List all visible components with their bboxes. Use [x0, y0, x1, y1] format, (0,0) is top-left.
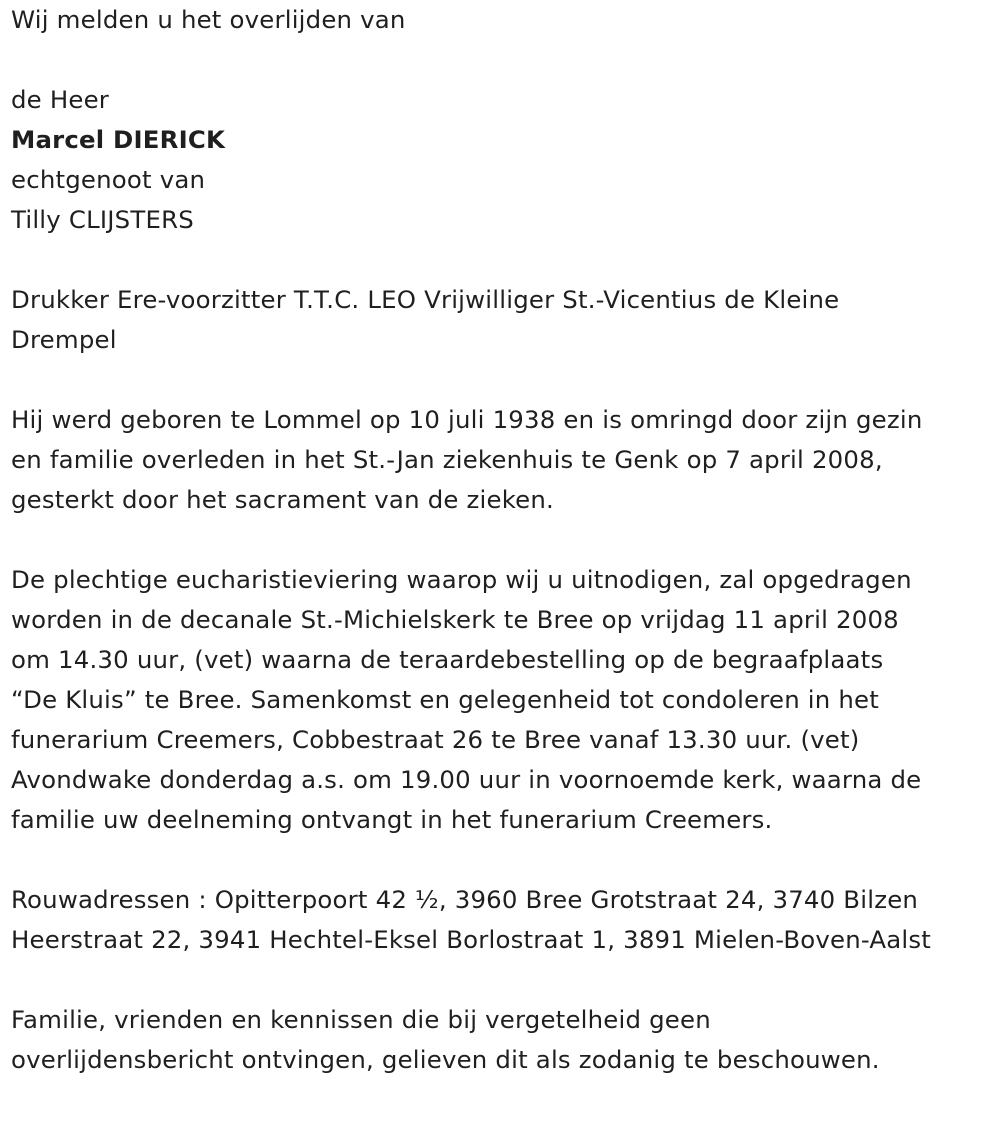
paragraph-line: Familie, vrienden en kennissen die bij vergetelheid geen — [11, 1005, 711, 1034]
paragraph-line: Avondwake donderdag a.s. om 19.00 uur in voornoemde kerk, waarna de — [11, 765, 922, 794]
paragraph-line: Hij werd geboren te Lommel op 10 juli 1938 en is omringd door zijn gezin — [11, 405, 923, 434]
spacer — [11, 520, 991, 560]
paragraph-line: funerarium Creemers, Cobbestraat 26 te Bree vanaf 13.30 uur. (vet) — [11, 725, 860, 754]
closing-paragraph — [11, 1000, 991, 1080]
obituary-notice — [11, 0, 991, 1080]
addresses-paragraph — [11, 880, 991, 960]
paragraph-line: gesterkt door het sacrament van de zieken. — [11, 485, 554, 514]
spacer — [11, 40, 991, 80]
title-text: de Heer — [11, 85, 110, 114]
relation-text: echtgenoot van — [11, 165, 206, 194]
paragraph-line: om 14.30 uur, (vet) waarna de teraardebestelling op de begraafplaats — [11, 645, 884, 674]
ceremony-paragraph — [11, 560, 991, 840]
paragraph-line: Rouwadressen : Opitterpoort 42 ½, 3960 Bree Grotstraat 24, 3740 Bilzen — [11, 885, 919, 914]
spacer — [11, 960, 991, 1000]
spacer — [11, 360, 991, 400]
paragraph-line: Drempel — [11, 325, 117, 354]
paragraph-line: overlijdensbericht ontvingen, gelieven dit als zodanig te beschouwen. — [11, 1045, 880, 1074]
paragraph-line: en familie overleden in het St.-Jan ziekenhuis te Genk op 7 april 2008, — [11, 445, 883, 474]
occupation-paragraph — [11, 280, 991, 360]
paragraph-line: Drukker Ere-voorzitter T.T.C. LEO Vrijwilliger St.-Vicentius de Kleine — [11, 285, 840, 314]
paragraph-line: De plechtige eucharistieviering waarop wij u uitnodigen, zal opgedragen — [11, 565, 912, 594]
paragraph-line: familie uw deelneming ontvangt in het funerarium Creemers. — [11, 805, 773, 834]
paragraph-line: worden in de decanale St.-Michielskerk te Bree op vrijdag 11 april 2008 — [11, 605, 899, 634]
birth-death-paragraph — [11, 400, 991, 520]
intro-text: Wij melden u het overlijden van — [11, 5, 406, 34]
spacer — [11, 240, 991, 280]
paragraph-line: “De Kluis” te Bree. Samenkomst en gelegenheid tot condoleren in het — [11, 685, 880, 714]
deceased-name: Marcel DIERICK — [11, 125, 226, 154]
spacer — [11, 840, 991, 880]
paragraph-line: Heerstraat 22, 3941 Hechtel-Eksel Borlostraat 1, 3891 Mielen-Boven-Aalst — [11, 925, 932, 954]
spouse-name: Tilly CLIJSTERS — [11, 205, 194, 234]
